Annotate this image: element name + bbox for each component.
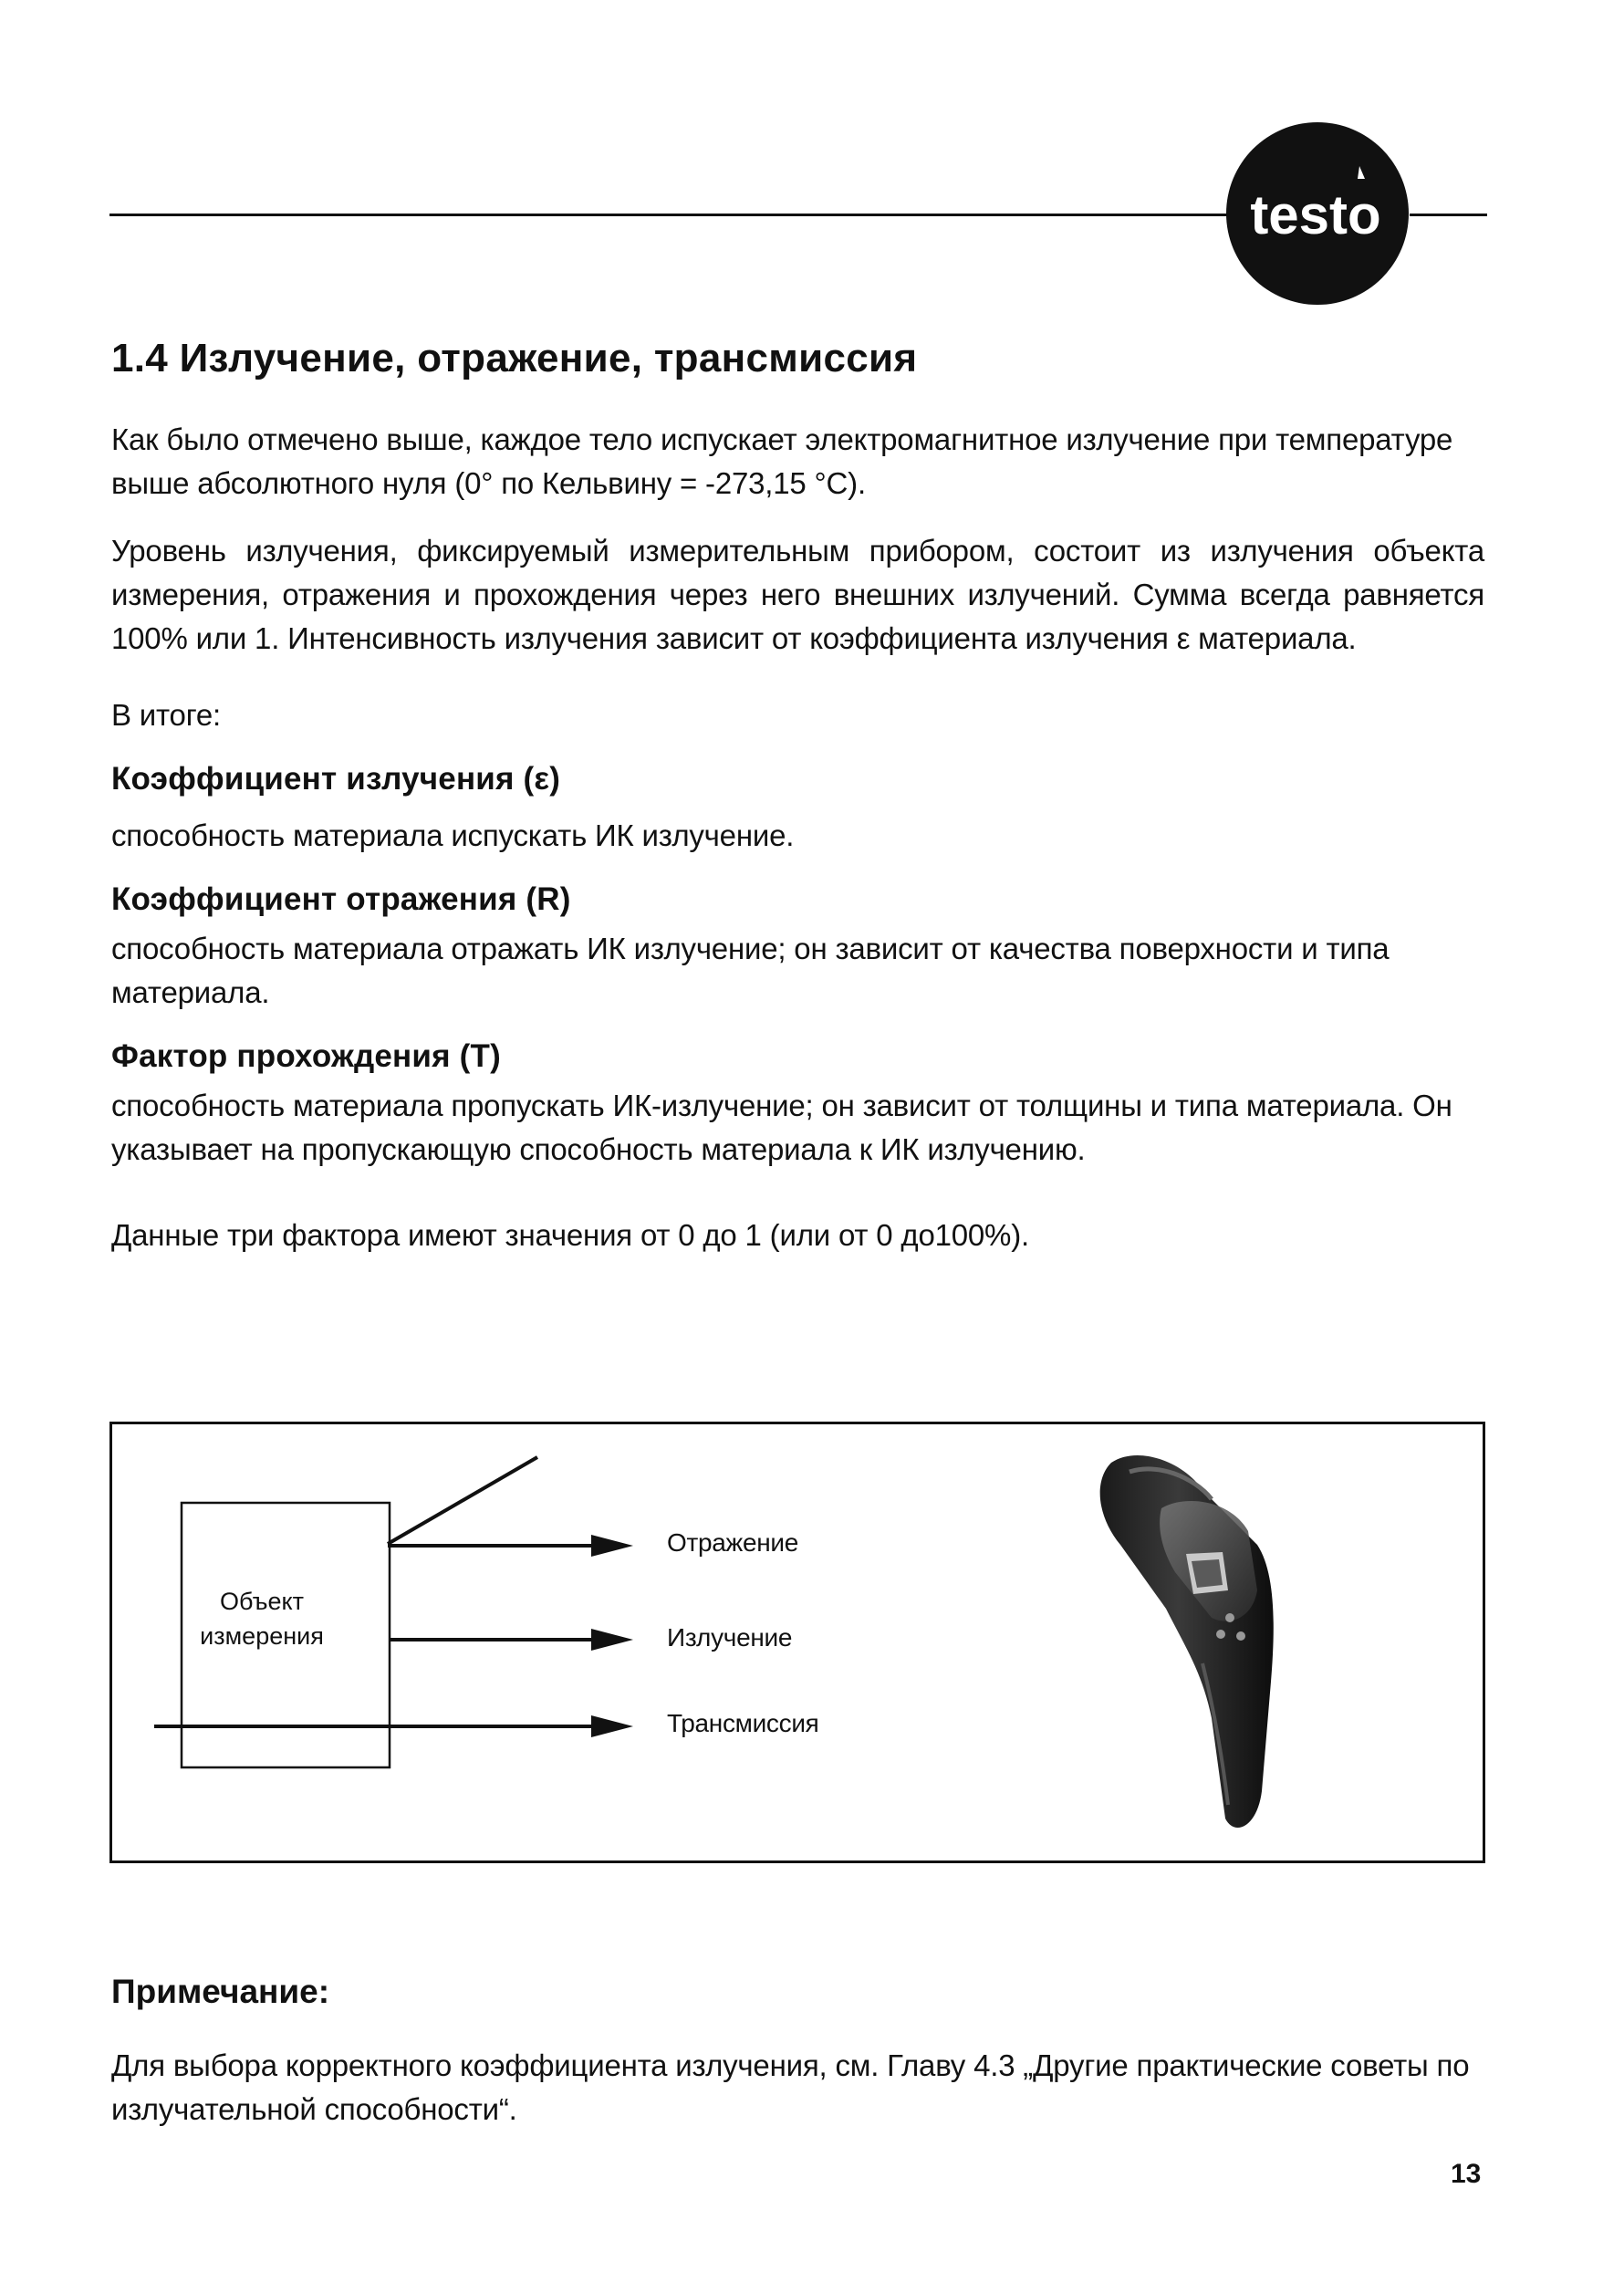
emissivity-heading: Коэффициент излучения (ε) — [111, 761, 561, 797]
intro-line-1: Как было отмечено выше, каждое тело испускает электромагнитное излучение при температуре — [111, 422, 1453, 456]
object-label-line-1: Объект — [220, 1588, 304, 1615]
intro-line-2: выше абсолютного нуля (0° по Кельвину = -273,15 °C). — [111, 466, 866, 500]
emission-arrowhead — [591, 1629, 633, 1651]
transmission-description: способность материала пропускать ИК-излучение; он зависит от толщины и типа материала. Он указывает на пропускающую способность материала к ИК излучению. — [111, 1089, 1452, 1166]
object-label-line-2: измерения — [200, 1622, 324, 1650]
svg-text:testo: testo — [1250, 184, 1381, 245]
note-text: Для выбора корректного коэффициента излучения, см. Главу 4.3 „Другие практические советы по излучательной способности“. — [111, 2048, 1470, 2126]
transmission-label: Трансмиссия — [667, 1709, 819, 1737]
reflection-label: Отражение — [667, 1528, 799, 1557]
transmission-arrowhead — [591, 1715, 633, 1737]
object-label — [158, 1584, 366, 1653]
section-title: 1.4 Излучение, отражение, трансмиссия — [111, 336, 918, 380]
range-note: Данные три фактора имеют значения от 0 до 1 (или от 0 до100%). — [111, 1218, 1029, 1252]
testo-logo — [1224, 120, 1411, 307]
radiation-level-paragraph: Уровень излучения, фиксируемый измерительным прибором, состоит из излучения объекта измерения, отражения и прохождения через него внешних излучений. Сумма всегда равняется 100% или 1. Интенсивность излучения зависит от коэффициента излучения ε материала. — [111, 534, 1484, 655]
reflection-arrowhead — [591, 1535, 633, 1557]
infrared-thermometer-image — [1075, 1444, 1403, 1846]
page-number: 13 — [1451, 2159, 1482, 2189]
summary-lead: В итоге: — [111, 698, 221, 732]
radiation-diagram-figure — [109, 1422, 1485, 1863]
emissivity-description: способность материала испускать ИК излучение. — [111, 818, 795, 852]
reflection-heading: Коэффициент отражения (R) — [111, 881, 571, 917]
emission-label: Излучение — [667, 1623, 793, 1652]
reflection-description: способность материала отражать ИК излучение; он зависит от качества поверхности и типа материала. — [111, 932, 1390, 1009]
transmission-heading: Фактор прохождения (T) — [111, 1038, 501, 1074]
incident-ray — [388, 1457, 537, 1544]
header-rule-left — [109, 214, 1227, 216]
header-rule-right — [1410, 214, 1487, 216]
note-heading: Примечание: — [111, 1973, 330, 2010]
